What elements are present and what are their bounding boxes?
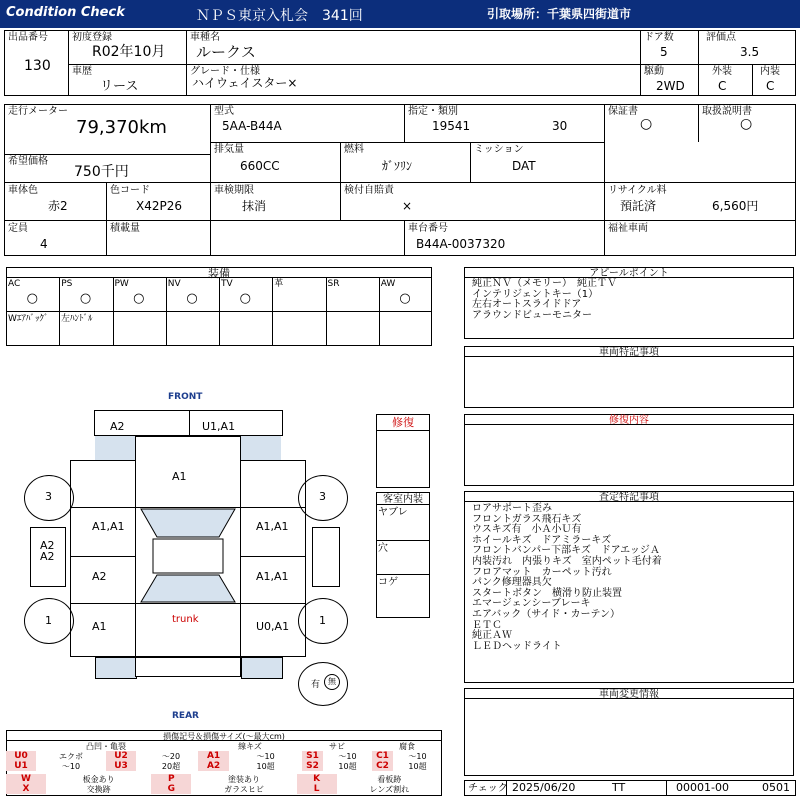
manual-value: ○ <box>740 116 753 132</box>
header-left: Condition Check <box>6 5 125 20</box>
dmg-top-left: A2 <box>110 420 125 433</box>
legend-code-A1: A1 <box>198 751 229 761</box>
spare-prefix: 有 <box>311 680 321 690</box>
headlamp-right <box>241 436 281 460</box>
legend-title: 損傷記号＆損傷サイズ(〜最大cm) <box>163 732 285 741</box>
equipment-row2-0: Wｴｱﾊﾞｯｸﾞ <box>8 314 49 324</box>
displacement-value: 660CC <box>240 159 280 173</box>
lot-label: 出品番号 <box>8 32 48 43</box>
legend-desc-C2: 10超 <box>408 762 427 771</box>
legend-desc-C1: 〜10 <box>408 752 427 761</box>
legend-desc-X: 交換跡 <box>86 785 111 794</box>
mission-label: ミッション <box>474 144 524 155</box>
legend-desc-S1: 〜10 <box>338 752 357 761</box>
capacity-value: 4 <box>40 237 48 251</box>
legend-group-0: 凸凹・亀裂 <box>86 742 126 751</box>
legend-group-3: 腐食 <box>399 742 415 751</box>
drive-value: 2WD <box>656 79 685 93</box>
legend-desc-K: 看板跡 <box>377 775 402 784</box>
inspection-value: 抹消 <box>242 199 267 213</box>
legend-code-A2: A2 <box>198 761 229 771</box>
ext-label: 外装 <box>712 66 732 77</box>
legend-code-S2: S2 <box>302 761 323 771</box>
reg-label: 初度登録 <box>72 32 112 43</box>
welfare-label: 福祉車両 <box>608 223 648 234</box>
legend-code-P: P <box>151 774 191 784</box>
dmg-left-mid: A2 <box>92 570 107 583</box>
legend-code-U0: U0 <box>6 751 36 761</box>
legend-desc-U1: 〜10 <box>61 762 81 771</box>
spare-mark-text: 無 <box>328 677 336 686</box>
inspection-notes-title: 査定特記事項 <box>599 492 659 503</box>
equipment-mark-0: ○ <box>26 291 38 306</box>
score-label: 評価点 <box>706 32 736 43</box>
equipment-label-6: SR <box>327 279 340 289</box>
displacement-label: 排気量 <box>214 144 244 155</box>
legend-desc-P: 塗装あり <box>227 775 260 784</box>
legend-desc-W: 板金あり <box>82 775 115 784</box>
equipment-label-3: NV <box>167 279 181 289</box>
meter-value: 79,370km <box>76 117 167 138</box>
meter-label: 走行メーター <box>8 106 68 117</box>
appeal-text: 純正ＮＶ（メモリー） 純正ＴＶ インテリジェントキー（1） 左右オートスライドドア アラウンドビューモニター <box>472 278 617 321</box>
history-value: リース <box>100 79 139 94</box>
tire-fl-value: 3 <box>45 490 52 503</box>
recycle-label: リサイクル料 <box>608 185 667 196</box>
equipment-label-4: TV <box>221 279 233 289</box>
legend-desc-L: レンズ割れ <box>369 785 410 794</box>
equipment-mark-2: ○ <box>133 291 145 306</box>
rear-label: REAR <box>172 711 199 721</box>
check-date: 2025/06/20 <box>512 781 576 794</box>
colorcode-value: X42P26 <box>136 199 182 213</box>
cabin-item-1: 穴 <box>378 543 388 554</box>
door-label: ドア数 <box>644 32 674 43</box>
insurance-label: 検付自賠責 <box>344 185 394 196</box>
cabin-label: 客室内装 <box>383 494 423 505</box>
type-a-value: 19541 <box>432 119 471 133</box>
taillamp-left <box>95 657 137 679</box>
tire-fr-value: 3 <box>319 490 326 503</box>
cabin-item-0: ヤブレ <box>378 507 408 518</box>
dmg-left-rear: A1 <box>92 620 107 633</box>
front-label: FRONT <box>168 392 203 402</box>
legend-desc-U3: 20超 <box>161 762 181 771</box>
panel-front-bumper-left <box>94 410 190 436</box>
legend-group-2: サビ <box>329 742 345 751</box>
legend-code-W: W <box>6 774 46 784</box>
lot-value: 130 <box>24 58 51 74</box>
legend-code-U3: U3 <box>106 761 136 771</box>
chassis-value: B44A-0037320 <box>416 237 506 251</box>
panel-front-fender-left <box>70 460 136 508</box>
type-b-value: 30 <box>552 119 568 133</box>
spare-tire <box>298 662 348 706</box>
legend-desc-G: ガラスヒビ <box>224 785 264 794</box>
legend-code-U2: U2 <box>106 751 136 761</box>
equipment-mark-4: ○ <box>239 291 251 306</box>
inspection-label: 車検期限 <box>214 185 254 196</box>
legend-code-K: K <box>297 774 337 784</box>
tire-rr-value: 1 <box>319 614 326 627</box>
spare-mark <box>324 674 340 690</box>
taillamp-right <box>241 657 283 679</box>
vehicle-notes-title: 車両特記事項 <box>599 347 659 358</box>
legend-code-C2: C2 <box>372 761 393 771</box>
trunk-label: trunk <box>172 614 199 625</box>
history-label: 車歴 <box>72 66 92 77</box>
dmg-right-rear: U0,A1 <box>256 620 290 633</box>
color-value: 赤2 <box>48 199 68 213</box>
warranty-label: 保証書 <box>608 106 638 117</box>
equipment-label-1: PS <box>61 279 73 289</box>
check-label: チェック <box>468 783 508 794</box>
legend-code-G: G <box>151 784 191 794</box>
legend-code-X: X <box>6 784 46 794</box>
int-value: C <box>766 79 775 93</box>
cabin-item-2: コゲ <box>378 577 398 588</box>
changes-title: 車両変更情報 <box>599 689 659 700</box>
dmg-hood: A1 <box>172 470 187 483</box>
score-value: 3.5 <box>740 45 760 59</box>
check-code: 00001-00 <box>676 781 729 794</box>
legend-desc-S2: 10超 <box>338 762 357 771</box>
equipment-label-7: AW <box>380 279 396 289</box>
model-value: 5AA-B44A <box>222 119 282 133</box>
panel-hood <box>135 436 241 508</box>
dmg-right-front: A1,A1 <box>256 520 289 533</box>
model-label: 型式 <box>214 106 234 117</box>
drive-label: 駆動 <box>644 66 664 77</box>
header-right: 引取場所：千葉県四街道市 <box>487 7 632 21</box>
changes-panel <box>464 688 794 776</box>
legend-group-1: 線キズ <box>238 742 262 751</box>
legend-code-L: L <box>297 784 337 794</box>
legend-desc-U2: 〜20 <box>161 752 181 761</box>
dmg-left-front: A1,A1 <box>92 520 125 533</box>
legend-code-C1: C1 <box>372 751 393 761</box>
int-label: 内装 <box>760 66 780 77</box>
panel-rear-bumper <box>135 657 241 677</box>
dmg-right-mid: A1,A1 <box>256 570 289 583</box>
door-value: 5 <box>660 45 668 59</box>
panel-front-fender-right <box>240 460 306 508</box>
equipment-label-2: PW <box>114 279 129 289</box>
ext-value: C <box>718 79 727 93</box>
header-bar <box>0 0 800 28</box>
headlamp-left <box>95 436 135 460</box>
equipment-mark-1: ○ <box>79 291 92 306</box>
legend-code-U1: U1 <box>6 761 36 771</box>
capacity-label: 定員 <box>8 223 28 234</box>
warranty-value: ○ <box>640 116 653 132</box>
recycle-amount: 6,560円 <box>712 199 759 213</box>
grade-label: グレード・仕様 <box>190 66 260 77</box>
legend-code-S1: S1 <box>302 751 323 761</box>
fuel-value: ｶﾞｿﾘﾝ <box>382 159 413 173</box>
dmg-top-right: U1,A1 <box>202 420 236 433</box>
load-label: 積載量 <box>110 223 140 234</box>
equipment-label-5: 革 <box>274 279 284 289</box>
equipment-mark-3: ○ <box>186 291 198 306</box>
fuel-label: 燃料 <box>344 144 364 155</box>
appeal-title: アピールポイント <box>589 268 669 279</box>
repair-label: 修復 <box>392 416 414 429</box>
name-label: 車種名 <box>190 32 220 43</box>
colorcode-label: 色コード <box>110 185 150 196</box>
legend-desc-A2: 10超 <box>256 762 275 771</box>
windshield-glass <box>135 507 241 604</box>
legend-desc-U0: エクボ <box>59 752 83 761</box>
type-label: 指定・類別 <box>408 106 458 117</box>
repair-detail-title: 修復内容 <box>609 415 649 426</box>
equipment-mark-7: ○ <box>399 291 411 306</box>
panel-side-right <box>312 527 340 587</box>
inspection-notes-text: ロアサポート歪み フロントガラス飛石キズ ウスキズ有 小Ａ小Ｕ有 ホイールキズ ドアミラーキズ フロントバンパー下部キズ ドアエッジＡ 内装汚れ 内張りキズ 室内ペット毛付着 フロアマット カーペット汚れ パンク修理器具欠 スタートボタン 横滑り防止装置 エマージェンシーブレーキ エアバック（サイド・カーテン） ＥＴＣ 純正ＡＷ ＬＥＤヘッドライト <box>472 503 662 652</box>
panel-trunk <box>135 603 241 657</box>
reg-value: R02年10月 <box>92 44 166 60</box>
recycle-status: 預託済 <box>620 199 657 213</box>
color-label: 車体色 <box>8 185 38 196</box>
chassis-label: 車台番号 <box>408 223 448 234</box>
tire-rl-value: 1 <box>45 614 52 627</box>
equipment-label-0: AC <box>8 279 21 289</box>
legend-desc-A1: 〜10 <box>256 752 275 761</box>
grade-value: ハイウェイスター× <box>192 76 298 90</box>
check-inspector: TT <box>612 781 626 794</box>
equipment-title: 装備 <box>208 267 230 280</box>
manual-label: 取扱説明書 <box>702 106 752 117</box>
check-num: 0501 <box>762 781 790 794</box>
equipment-row2-1: 左ﾊﾝﾄﾞﾙ <box>61 314 93 324</box>
price-value: 750千円 <box>74 164 129 180</box>
price-label: 希望価格 <box>8 156 48 167</box>
mission-value: DAT <box>512 159 536 173</box>
header-center: ＮＰＳ東京入札会 341回 <box>196 8 363 24</box>
dmg-side-left: A2 A2 <box>40 539 55 563</box>
insurance-value: × <box>402 199 413 213</box>
name-value: ルークス <box>196 43 256 61</box>
